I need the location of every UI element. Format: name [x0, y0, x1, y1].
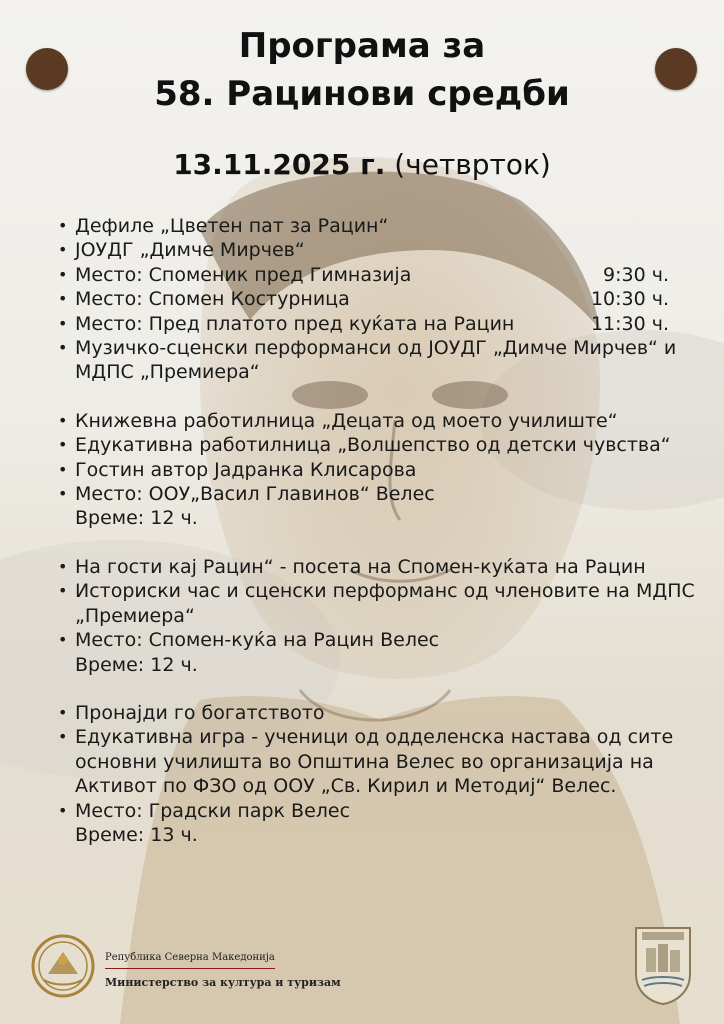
- time-label: 9:30 ч.: [603, 263, 669, 286]
- list-item: • Историски час и сценски перформанс од членовите на МДПС „Премиера“: [75, 579, 695, 628]
- list-item: • Место: Спомен-куќа на Рацин Велес: [75, 628, 695, 652]
- coat-of-arms-icon: [30, 930, 96, 1002]
- list-item: • Место: ООУ„Васил Главинов“ Велес: [75, 482, 695, 506]
- section-1-list: [55, 214, 695, 385]
- ministry-country: Република Северна Македонија: [105, 952, 275, 963]
- event-date-value: 13.11.2025 г.: [173, 148, 386, 181]
- section-3-list: [55, 555, 695, 653]
- list-item: • Место: Споменик пред Гимназија 9:30 ч.: [75, 263, 695, 287]
- city-emblem-icon: [632, 922, 694, 1006]
- event-date: [0, 148, 724, 181]
- list-item: • На гости кај Рацин“ - посета на Спомен-куќата на Рацин: [75, 555, 695, 579]
- list-item: • Книжевна работилница „Децата од моето училиште“: [75, 409, 695, 433]
- list-item: • Место: Спомен Костурница 10:30 ч.: [75, 287, 695, 311]
- time-note: Време: 12 ч.: [75, 653, 198, 676]
- page-title-line1: Програма за: [238, 26, 486, 66]
- ministry-divider: [105, 968, 275, 969]
- page-title-line2: 58. Рацинови средби: [154, 74, 570, 114]
- time-label: 10:30 ч.: [590, 288, 669, 311]
- list-item: • Музичко-сценски перформанси од ЈОУДГ „Димче Мирчев“ и МДПС „Премиера“: [75, 336, 695, 385]
- city-emblem: [632, 922, 694, 1006]
- section-2-list: [55, 409, 695, 507]
- list-item: • Дефиле „Цветен пат за Рацин“: [75, 214, 695, 238]
- list-item: • Место: Градски парк Велес: [75, 799, 695, 823]
- program-content: [55, 214, 695, 847]
- section-4-list: [55, 701, 695, 823]
- time-note: Време: 13 ч.: [75, 823, 198, 846]
- list-item: • ЈОУДГ „Димче Мирчев“: [75, 238, 695, 262]
- list-item: • Едукативна работилница „Волшепство од детски чувства“: [75, 433, 695, 457]
- list-item: • Гостин автор Јадранка Клисарова: [75, 458, 695, 482]
- time-label: 11:30 ч.: [590, 312, 669, 335]
- list-item: • Едукативна игра - ученици од одделенска настава од сите основни училишта во Општина Велес во организација на Активот по ФЗО од ООУ „Св. Кирил и Методиј“ Велес.: [75, 725, 695, 798]
- ministry-logo: [30, 930, 360, 1004]
- list-item: • Пронајди го богатството: [75, 701, 695, 725]
- time-note: Време: 12 ч.: [75, 507, 198, 530]
- event-date-day: (четврток): [385, 148, 551, 181]
- list-item: • Место: Пред платото пред куќата на Рацин 11:30 ч.: [75, 312, 695, 336]
- ministry-name: Министерство за култура и туризам: [105, 976, 341, 989]
